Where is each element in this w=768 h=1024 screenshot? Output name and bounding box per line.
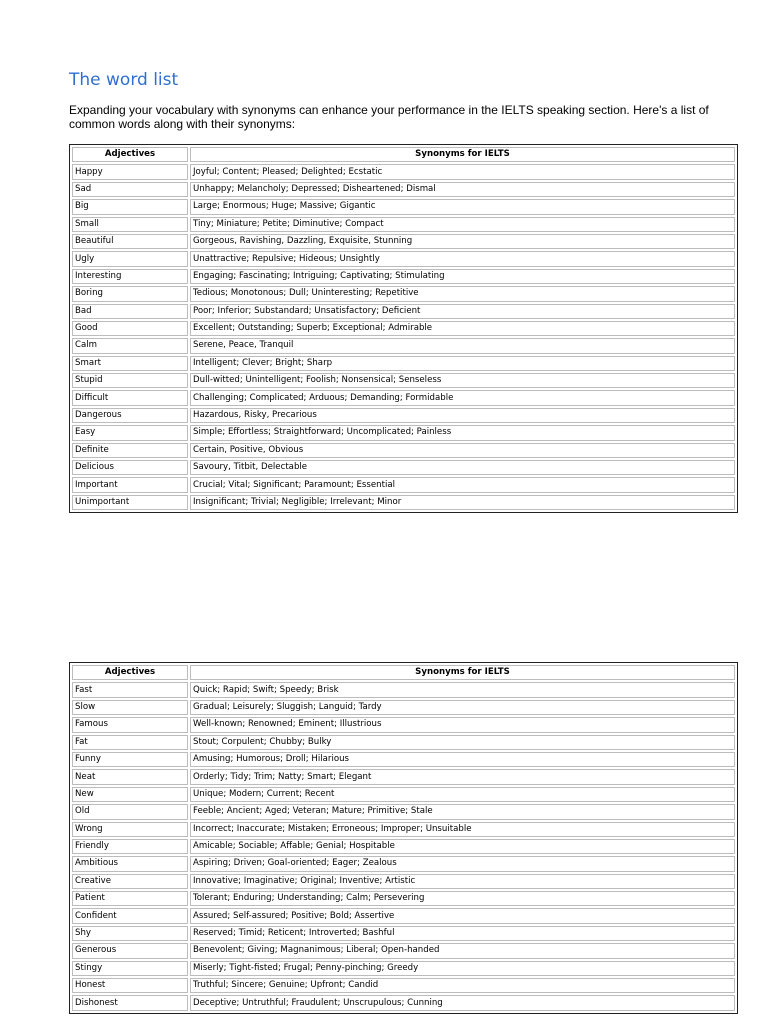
table-row xyxy=(72,338,735,353)
synonyms-cell: Stout; Corpulent; Chubby; Bulky xyxy=(190,735,735,750)
adjective-cell: Famous xyxy=(72,717,188,732)
synonyms-cell: Quick; Rapid; Swift; Speedy; Brisk xyxy=(190,682,735,697)
table-row xyxy=(72,425,735,440)
table-row xyxy=(72,926,735,941)
synonyms-cell: Certain, Positive, Obvious xyxy=(190,443,735,458)
synonyms-cell: Innovative; Imaginative; Original; Inventive; Artistic xyxy=(190,874,735,889)
table-row xyxy=(72,891,735,906)
adjective-cell: Slow xyxy=(72,700,188,715)
synonyms-cell: Truthful; Sincere; Genuine; Upfront; Candid xyxy=(190,978,735,993)
header-adjectives: Adjectives xyxy=(72,147,188,162)
adjective-cell: Big xyxy=(72,199,188,214)
table-row xyxy=(72,682,735,697)
synonyms-cell: Amicable; Sociable; Affable; Genial; Hospitable xyxy=(190,839,735,854)
adjective-cell: Neat xyxy=(72,769,188,784)
synonyms-cell: Hazardous, Risky, Precarious xyxy=(190,408,735,423)
synonyms-cell: Tolerant; Enduring; Understanding; Calm; Persevering xyxy=(190,891,735,906)
adjective-cell: Calm xyxy=(72,338,188,353)
synonyms-cell: Feeble; Ancient; Aged; Veteran; Mature; Primitive; Stale xyxy=(190,804,735,819)
adjective-cell: Fat xyxy=(72,735,188,750)
synonyms-cell: Savoury, Titbit, Delectable xyxy=(190,460,735,475)
adjective-cell: Definite xyxy=(72,443,188,458)
adjective-cell: Sad xyxy=(72,182,188,197)
synonyms-cell: Benevolent; Giving; Magnanimous; Liberal; Open-handed xyxy=(190,943,735,958)
table-row xyxy=(72,908,735,923)
table-row xyxy=(72,477,735,492)
header-synonyms: Synonyms for IELTS xyxy=(190,665,735,680)
table-row xyxy=(72,251,735,266)
table-row xyxy=(72,752,735,767)
adjective-cell: Important xyxy=(72,477,188,492)
table-row xyxy=(72,735,735,750)
adjective-cell: Delicious xyxy=(72,460,188,475)
synonyms-cell: Poor; Inferior; Substandard; Unsatisfactory; Deficient xyxy=(190,304,735,319)
synonyms-cell: Serene, Peace, Tranquil xyxy=(190,338,735,353)
adjective-cell: Difficult xyxy=(72,390,188,405)
table-row xyxy=(72,822,735,837)
adjective-cell: Patient xyxy=(72,891,188,906)
table-row xyxy=(72,217,735,232)
header-synonyms: Synonyms for IELTS xyxy=(190,147,735,162)
adjective-cell: Beautiful xyxy=(72,234,188,249)
adjective-cell: Shy xyxy=(72,926,188,941)
adjective-cell: Stupid xyxy=(72,373,188,388)
synonyms-cell: Amusing; Humorous; Droll; Hilarious xyxy=(190,752,735,767)
synonyms-cell: Insignificant; Trivial; Negligible; Irrelevant; Minor xyxy=(190,495,735,510)
synonyms-cell: Tiny; Miniature; Petite; Diminutive; Compact xyxy=(190,217,735,232)
synonyms-cell: Miserly; Tight-fisted; Frugal; Penny-pinching; Greedy xyxy=(190,961,735,976)
adjective-cell: Smart xyxy=(72,356,188,371)
adjective-cell: Old xyxy=(72,804,188,819)
adjective-cell: Ambitious xyxy=(72,856,188,871)
adjective-cell: Fast xyxy=(72,682,188,697)
adjective-cell: Dangerous xyxy=(72,408,188,423)
synonyms-cell: Unhappy; Melancholy; Depressed; Disheartened; Dismal xyxy=(190,182,735,197)
table-row xyxy=(72,787,735,802)
adjective-cell: Boring xyxy=(72,286,188,301)
header-adjectives: Adjectives xyxy=(72,665,188,680)
synonyms-cell: Simple; Effortless; Straightforward; Uncomplicated; Painless xyxy=(190,425,735,440)
table-row xyxy=(72,373,735,388)
synonyms-cell: Tedious; Monotonous; Dull; Uninteresting; Repetitive xyxy=(190,286,735,301)
synonyms-cell: Aspiring; Driven; Goal-oriented; Eager; Zealous xyxy=(190,856,735,871)
table-row xyxy=(72,995,735,1010)
table-row xyxy=(72,164,735,179)
synonyms-cell: Excellent; Outstanding; Superb; Exceptional; Admirable xyxy=(190,321,735,336)
adjective-cell: Ugly xyxy=(72,251,188,266)
synonyms-cell: Crucial; Vital; Significant; Paramount; Essential xyxy=(190,477,735,492)
table-row xyxy=(72,961,735,976)
table-row xyxy=(72,874,735,889)
table-row xyxy=(72,769,735,784)
adjective-cell: Easy xyxy=(72,425,188,440)
page-title: The word list xyxy=(69,70,179,90)
table-row xyxy=(72,321,735,336)
table-row xyxy=(72,856,735,871)
table-row xyxy=(72,495,735,510)
table-row xyxy=(72,234,735,249)
synonyms-cell: Intelligent; Clever; Bright; Sharp xyxy=(190,356,735,371)
table-row xyxy=(72,199,735,214)
adjective-cell: Wrong xyxy=(72,822,188,837)
table-header-row xyxy=(72,147,735,162)
table-row xyxy=(72,717,735,732)
adjective-cell: Honest xyxy=(72,978,188,993)
adjective-cell: Happy xyxy=(72,164,188,179)
table-row xyxy=(72,390,735,405)
adjective-cell: Bad xyxy=(72,304,188,319)
adjective-cell: Friendly xyxy=(72,839,188,854)
synonyms-cell: Deceptive; Untruthful; Fraudulent; Unscrupulous; Cunning xyxy=(190,995,735,1010)
adjective-cell: Creative xyxy=(72,874,188,889)
adjective-cell: New xyxy=(72,787,188,802)
table-row xyxy=(72,700,735,715)
synonyms-cell: Well-known; Renowned; Eminent; Illustrious xyxy=(190,717,735,732)
synonyms-cell: Incorrect; Inaccurate; Mistaken; Erroneous; Improper; Unsuitable xyxy=(190,822,735,837)
table-row xyxy=(72,304,735,319)
table-row xyxy=(72,978,735,993)
synonyms-cell: Assured; Self-assured; Positive; Bold; Assertive xyxy=(190,908,735,923)
table-row xyxy=(72,839,735,854)
table-row xyxy=(72,286,735,301)
intro-paragraph: Expanding your vocabulary with synonyms can enhance your performance in the IELTS speaking section. Here's a list of common words along with their synonyms: xyxy=(69,103,709,131)
adjective-cell: Interesting xyxy=(72,269,188,284)
adjective-cell: Good xyxy=(72,321,188,336)
adjective-cell: Generous xyxy=(72,943,188,958)
adjective-cell: Small xyxy=(72,217,188,232)
adjective-cell: Confident xyxy=(72,908,188,923)
synonyms-table-1 xyxy=(69,144,738,513)
table-row xyxy=(72,443,735,458)
synonyms-cell: Large; Enormous; Huge; Massive; Gigantic xyxy=(190,199,735,214)
table-row xyxy=(72,460,735,475)
synonyms-cell: Challenging; Complicated; Arduous; Demanding; Formidable xyxy=(190,390,735,405)
table-row xyxy=(72,943,735,958)
table-row xyxy=(72,408,735,423)
synonyms-cell: Gorgeous, Ravishing, Dazzling, Exquisite, Stunning xyxy=(190,234,735,249)
synonyms-cell: Dull-witted; Unintelligent; Foolish; Nonsensical; Senseless xyxy=(190,373,735,388)
table-row xyxy=(72,804,735,819)
synonyms-cell: Unique; Modern; Current; Recent xyxy=(190,787,735,802)
table-row xyxy=(72,182,735,197)
adjective-cell: Stingy xyxy=(72,961,188,976)
adjective-cell: Dishonest xyxy=(72,995,188,1010)
synonyms-cell: Orderly; Tidy; Trim; Natty; Smart; Elegant xyxy=(190,769,735,784)
synonyms-cell: Reserved; Timid; Reticent; Introverted; Bashful xyxy=(190,926,735,941)
synonyms-cell: Joyful; Content; Pleased; Delighted; Ecstatic xyxy=(190,164,735,179)
table-row xyxy=(72,356,735,371)
adjective-cell: Unimportant xyxy=(72,495,188,510)
adjective-cell: Funny xyxy=(72,752,188,767)
table-header-row xyxy=(72,665,735,680)
synonyms-cell: Gradual; Leisurely; Sluggish; Languid; Tardy xyxy=(190,700,735,715)
synonyms-cell: Engaging; Fascinating; Intriguing; Captivating; Stimulating xyxy=(190,269,735,284)
synonyms-table-2 xyxy=(69,662,738,1014)
table-row xyxy=(72,269,735,284)
synonyms-cell: Unattractive; Repulsive; Hideous; Unsightly xyxy=(190,251,735,266)
